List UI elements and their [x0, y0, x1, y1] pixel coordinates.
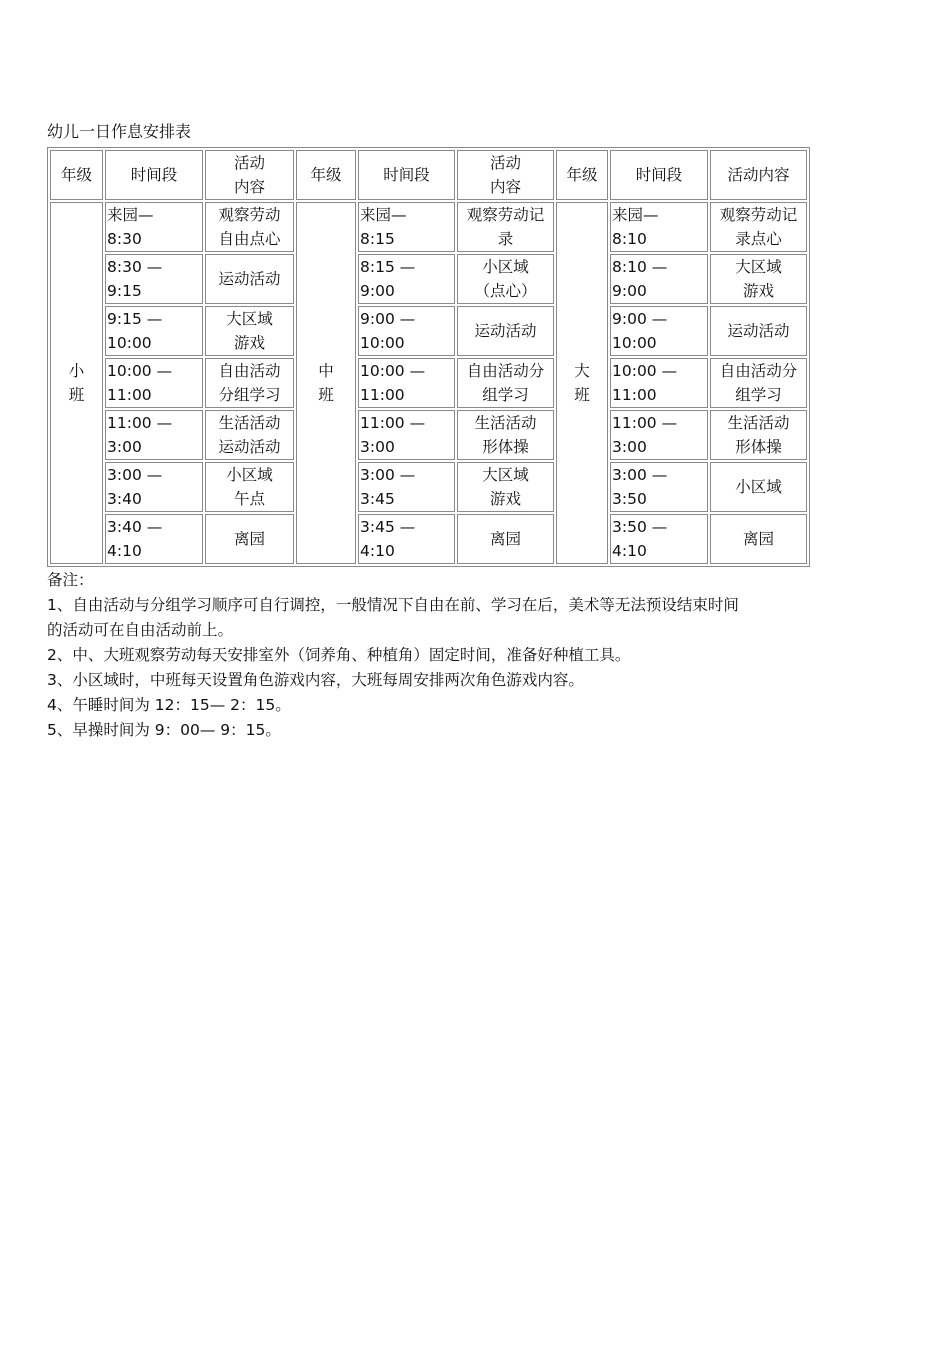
- activity-cell-large: 观察劳动记 录点心: [710, 202, 807, 252]
- time-cell-small: 10:00 — 11:00: [105, 358, 203, 408]
- activity-cell-large: 运动活动: [710, 306, 807, 356]
- header-activity-middle: 活动 内容: [457, 150, 554, 200]
- table-row: [50, 306, 807, 356]
- notes-heading: 备注：: [47, 571, 94, 589]
- header-activity-large: 活动内容: [710, 150, 807, 200]
- grade-cell-small: 小 班: [50, 202, 103, 564]
- schedule-table: [47, 147, 810, 567]
- activity-cell-small: 观察劳动 自由点心: [205, 202, 294, 252]
- note-4: 4、午睡时间为 12：15— 2：15。: [47, 696, 291, 714]
- activity-cell-middle: 小区域 （点心）: [457, 254, 554, 304]
- activity-cell-small: 自由活动 分组学习: [205, 358, 294, 408]
- time-cell-middle: 11:00 — 3:00: [358, 410, 455, 460]
- activity-cell-large: 小区域: [710, 462, 807, 512]
- time-cell-large: 3:50 — 4:10: [610, 514, 708, 564]
- time-cell-middle: 来园— 8:15: [358, 202, 455, 252]
- table-row: [50, 410, 807, 460]
- table-row: [50, 462, 807, 512]
- time-cell-small: 来园— 8:30: [105, 202, 203, 252]
- time-cell-middle: 3:45 — 4:10: [358, 514, 455, 564]
- activity-cell-middle: 观察劳动记 录: [457, 202, 554, 252]
- notes-section: [47, 568, 877, 743]
- time-cell-large: 来园— 8:10: [610, 202, 708, 252]
- table-row: [50, 358, 807, 408]
- header-grade-middle: 年级: [296, 150, 356, 200]
- time-cell-large: 9:00 — 10:00: [610, 306, 708, 356]
- table-header-row: [50, 150, 807, 200]
- note-3: 3、小区域时，中班每天设置角色游戏内容，大班每周安排两次角色游戏内容。: [47, 671, 584, 689]
- header-grade-large: 年级: [556, 150, 608, 200]
- header-time-small: 时间段: [105, 150, 203, 200]
- activity-cell-middle: 离园: [457, 514, 554, 564]
- time-cell-large: 3:00 — 3:50: [610, 462, 708, 512]
- note-1-continued: 的活动可在自由活动前上。: [47, 621, 234, 639]
- time-cell-middle: 3:00 — 3:45: [358, 462, 455, 512]
- activity-cell-small: 生活活动 运动活动: [205, 410, 294, 460]
- time-cell-large: 8:10 — 9:00: [610, 254, 708, 304]
- grade-cell-middle: 中 班: [296, 202, 356, 564]
- activity-cell-large: 离园: [710, 514, 807, 564]
- header-time-large: 时间段: [610, 150, 708, 200]
- time-cell-small: 9:15 — 10:00: [105, 306, 203, 356]
- activity-cell-middle: 大区域 游戏: [457, 462, 554, 512]
- activity-cell-middle: 生活活动 形体操: [457, 410, 554, 460]
- activity-cell-middle: 自由活动分 组学习: [457, 358, 554, 408]
- activity-cell-small: 小区域 午点: [205, 462, 294, 512]
- activity-cell-small: 大区域 游戏: [205, 306, 294, 356]
- activity-cell-middle: 运动活动: [457, 306, 554, 356]
- time-cell-small: 3:00 — 3:40: [105, 462, 203, 512]
- activity-cell-large: 大区域 游戏: [710, 254, 807, 304]
- table-row: [50, 514, 807, 564]
- time-cell-middle: 9:00 — 10:00: [358, 306, 455, 356]
- grade-cell-large: 大 班: [556, 202, 608, 564]
- note-2: 2、中、大班观察劳动每天安排室外（饲养角、种植角）固定时间，准备好种植工具。: [47, 646, 631, 664]
- time-cell-large: 10:00 — 11:00: [610, 358, 708, 408]
- time-cell-large: 11:00 — 3:00: [610, 410, 708, 460]
- header-time-middle: 时间段: [358, 150, 455, 200]
- activity-cell-small: 运动活动: [205, 254, 294, 304]
- time-cell-small: 11:00 — 3:00: [105, 410, 203, 460]
- time-cell-middle: 10:00 — 11:00: [358, 358, 455, 408]
- time-cell-small: 3:40 — 4:10: [105, 514, 203, 564]
- note-5: 5、早操时间为 9：00— 9：15。: [47, 721, 281, 739]
- time-cell-middle: 8:15 — 9:00: [358, 254, 455, 304]
- note-1: 1、自由活动与分组学习顺序可自行调控，一般情况下自由在前、学习在后，美术等无法预设结束时间: [47, 596, 739, 614]
- activity-cell-large: 生活活动 形体操: [710, 410, 807, 460]
- table-row: [50, 202, 807, 252]
- header-grade-small: 年级: [50, 150, 103, 200]
- header-activity-small: 活动 内容: [205, 150, 294, 200]
- table-row: [50, 254, 807, 304]
- activity-cell-small: 离园: [205, 514, 294, 564]
- activity-cell-large: 自由活动分 组学习: [710, 358, 807, 408]
- time-cell-small: 8:30 — 9:15: [105, 254, 203, 304]
- document-title: 幼儿一日作息安排表: [47, 122, 192, 141]
